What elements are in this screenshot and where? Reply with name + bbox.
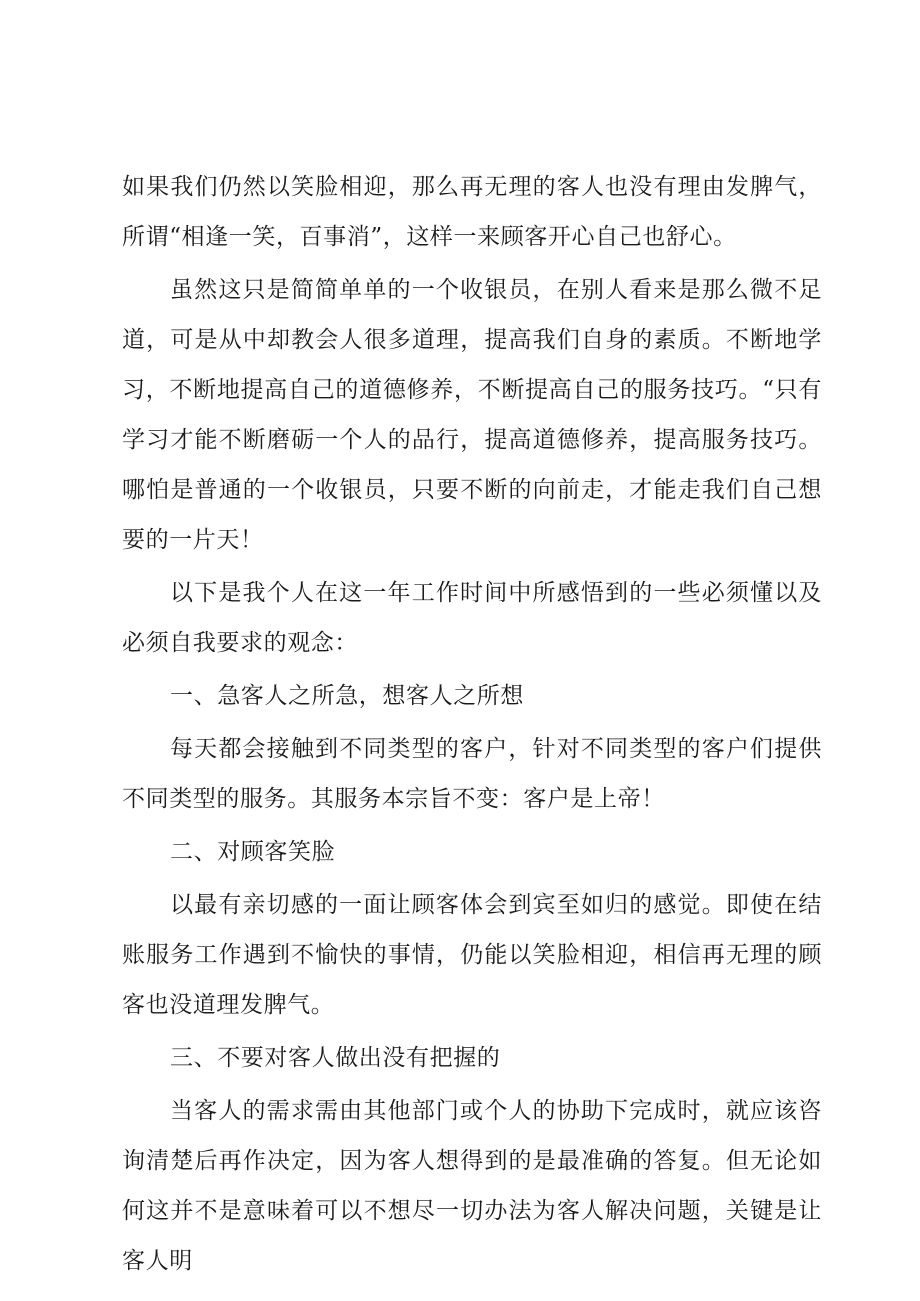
- heading-point-one: 一、急客人之所急，想客人之所想: [170, 683, 524, 709]
- heading-point-two: 二、对顾客笑脸: [170, 839, 336, 865]
- document-body: [122, 162, 822, 1289]
- paragraph-continuation: 如果我们仍然以笑脸相迎，那么再无理的客人也没有理由发脾气，所谓“相逢一笑，百事消”，这样一来顾客开心自己也舒心。: [122, 174, 822, 250]
- paragraph-point-three: 当客人的需求需由其他部门或个人的协助下完成时，就应该咨询清楚后再作决定，因为客人想得到的是最准确的答复。但无论如何这并不是意味着可以不想尽一切办法为客人解决问题，关键是让客人明: [122, 1098, 822, 1274]
- paragraph-point-one: 每天都会接触到不同类型的客户，针对不同类型的客户们提供不同类型的服务。其服务本宗旨不变：客户是上帝！: [122, 736, 822, 812]
- heading-point-three: 三、不要对客人做出没有把握的: [170, 1045, 501, 1071]
- paragraph-cashier-reflection: 虽然这只是简简单单的一个收银员，在别人看来是那么微不足道，可是从中却教会人很多道理，提高我们自身的素质。不断地学习，不断地提高自己的道德修养，不断提高自己的服务技巧。“只有学习才能不断磨砺一个人的品行，提高道德修养，提高服务技巧。哪怕是普通的一个收银员，只要不断的向前走，才能走我们自己想要的一片天！: [122, 277, 822, 553]
- paragraph-point-two: 以最有亲切感的一面让顾客体会到宾至如归的感觉。即使在结账服务工作遇到不愉快的事情，仍能以笑脸相迎，相信再无理的顾客也没道理发脾气。: [122, 892, 822, 1018]
- paragraph-intro-concepts: 以下是我个人在这一年工作时间中所感悟到的一些必须懂以及必须自我要求的观念：: [122, 580, 822, 656]
